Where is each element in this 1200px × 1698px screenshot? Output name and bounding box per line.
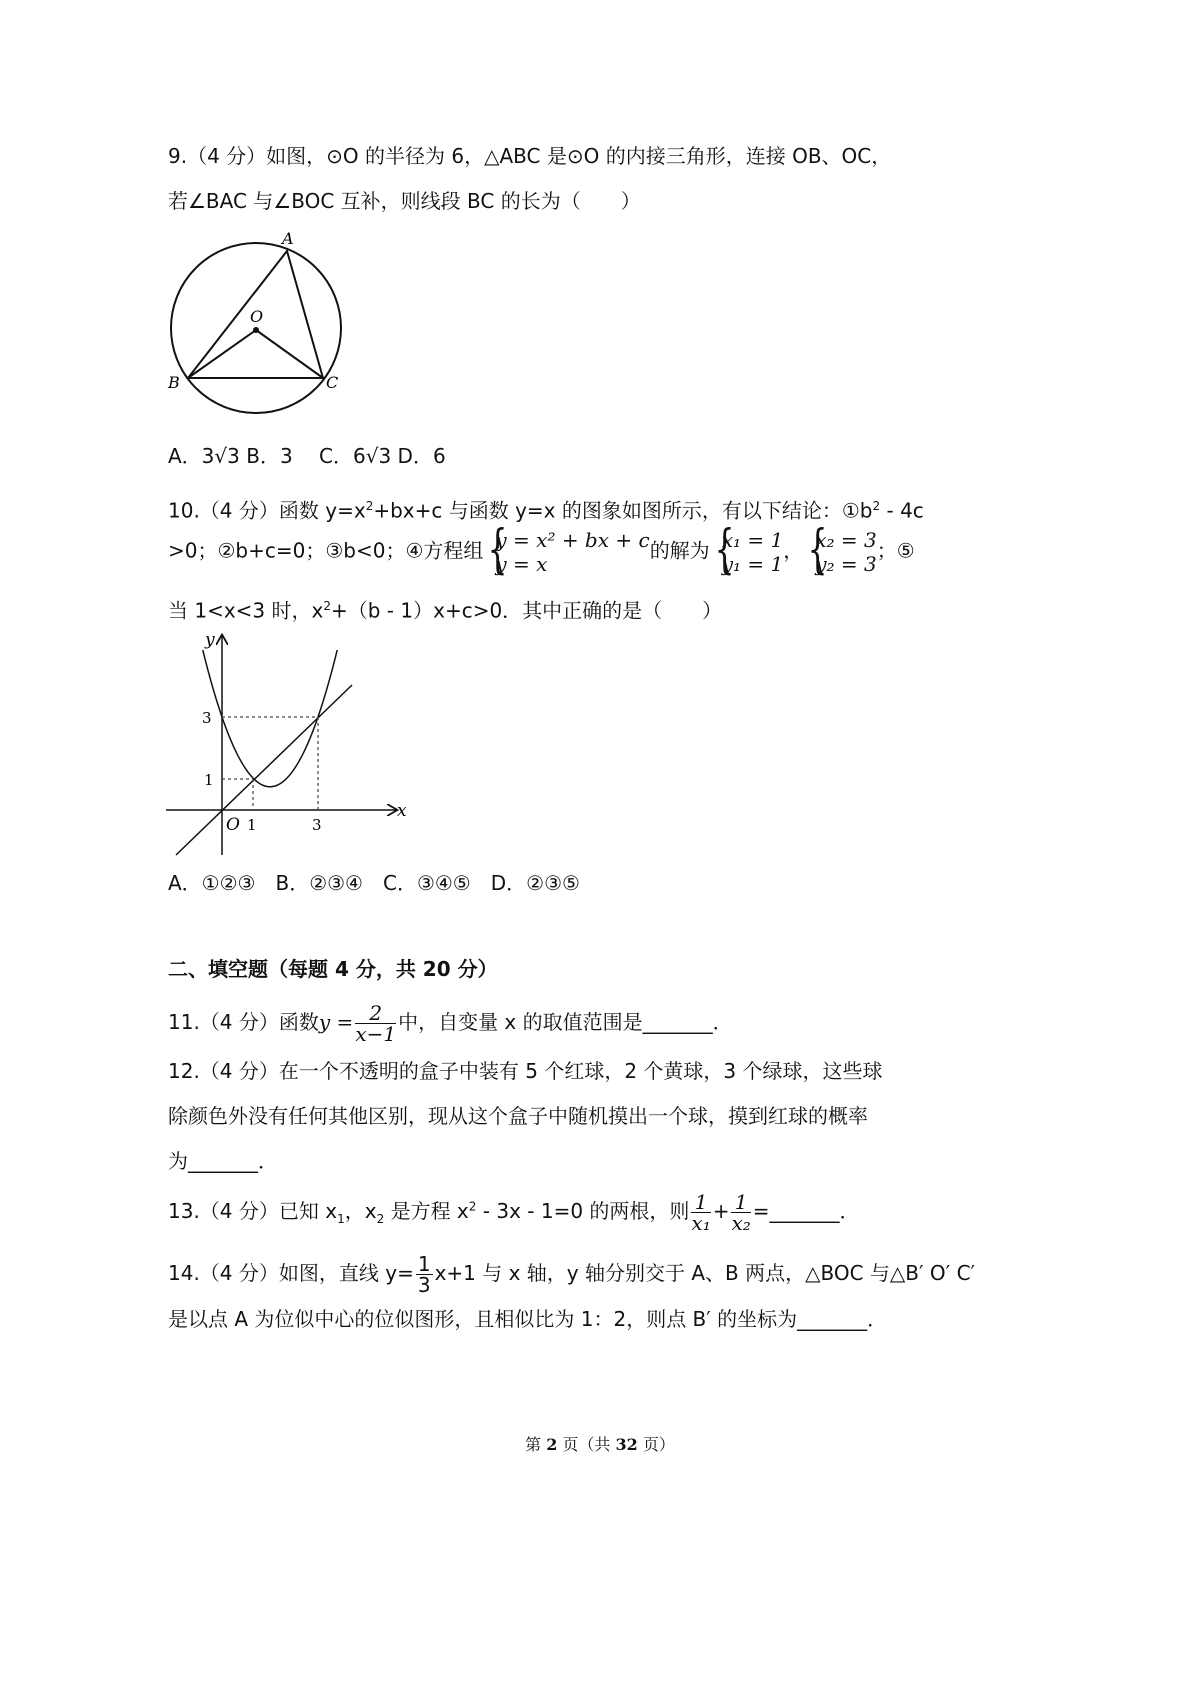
text: ；⑤ [876, 538, 915, 563]
text: 页（共 [557, 1435, 616, 1454]
row: { y = x² + bx + c [495, 528, 650, 552]
num: 1 [691, 1192, 710, 1213]
fraction [416, 1254, 433, 1295]
text: ， [783, 538, 804, 563]
label-o: O [250, 307, 264, 326]
solution-2 [803, 528, 877, 576]
row: y = x [495, 552, 548, 576]
segment-ob [188, 330, 256, 378]
q12-line2: 除颜色外没有任何其他区别，现从这个盒子中随机摸出一个球，摸到红球的概率 [168, 1104, 868, 1128]
text: x+1 与 x 轴，y 轴分别交于 A、B 两点，△BOC 与△B′ O′ C′ [434, 1261, 976, 1285]
sup: 2 [872, 499, 881, 513]
text: +（b - 1）x+c>0．其中正确的是（ ） [331, 598, 723, 623]
row: y₂ = 3 [815, 552, 877, 576]
den: 3 [417, 1273, 431, 1297]
text: =_______． [752, 1199, 860, 1223]
text: - 4c [880, 498, 924, 523]
q10-graph [160, 625, 420, 860]
fraction [691, 1192, 710, 1233]
den: x₁ [691, 1211, 711, 1235]
parabola [203, 650, 337, 787]
label-a: A [282, 229, 294, 248]
text: 中，自变量 x 的取值范围是_______． [398, 1010, 733, 1034]
num: 1 [731, 1192, 750, 1213]
num: 2 [355, 1003, 396, 1024]
text: +bx+c 与函数 y=x 的图象如图所示，有以下结论：①b [373, 498, 873, 523]
text: 当 1<x<3 时，x [168, 598, 324, 623]
origin-label: O [226, 815, 240, 835]
text: ，x [344, 1199, 377, 1223]
q9-circle-figure [160, 225, 360, 425]
center-point [253, 327, 259, 333]
tick-x-3: 3 [312, 816, 322, 834]
sup: 2 [323, 599, 331, 613]
sub: 1 [337, 1212, 345, 1226]
solution-1 [710, 528, 784, 576]
x-label: x [397, 801, 407, 821]
text: >0；②b+c=0；③b<0；④方程组 [168, 538, 484, 563]
text: 的解为 [649, 538, 710, 563]
tick-y-3: 3 [202, 709, 212, 727]
fraction [355, 1003, 396, 1044]
fraction [731, 1192, 750, 1233]
section-2-heading: 二、填空题（每题 4 分，共 20 分） [168, 957, 498, 981]
tick-x-1: 1 [247, 816, 257, 834]
page-footer [0, 1432, 1200, 1455]
num: 1 [417, 1252, 431, 1276]
text: + [712, 1199, 730, 1223]
text: 13.（4 分）已知 x [168, 1199, 338, 1223]
label-b: B [168, 373, 180, 392]
row: { x₂ = 3 [815, 528, 877, 552]
text: 10.（4 分）函数 y=x [168, 498, 366, 523]
equation-system [483, 528, 649, 576]
q9-options[interactable]: A．3√3 B．3 C．6√3 D．6 [168, 444, 446, 468]
math: y = [318, 1010, 354, 1034]
den: x₂ [731, 1211, 751, 1235]
text: 页） [637, 1435, 675, 1454]
sup: 2 [365, 499, 374, 513]
den: x−1 [355, 1022, 397, 1046]
q12-line1: 12.（4 分）在一个不透明的盒子中装有 5 个红球，2 个黄球，3 个绿球，这些球 [168, 1059, 883, 1083]
page-number: 2 [546, 1435, 558, 1454]
q10-options[interactable]: A．①②③ B．②③④ C．③④⑤ D．②③⑤ [168, 871, 580, 895]
label-c: C [326, 373, 339, 392]
text: - 3x - 1=0 的两根，则 [476, 1199, 690, 1223]
q9-line1: 9.（4 分）如图，⊙O 的半径为 6，△ABC 是⊙O 的内接三角形，连接 OB、OC， [168, 144, 892, 168]
q14-line2: 是以点 A 为位似中心的位似图形，且相似比为 1：2，则点 B′ 的坐标为_______． [168, 1307, 888, 1331]
sub: 2 [376, 1212, 385, 1226]
text: 第 [525, 1435, 547, 1454]
q11 [168, 1003, 733, 1044]
q9-line2: 若∠BAC 与∠BOC 互补，则线段 BC 的长为（ ） [168, 189, 641, 213]
q14-line1 [168, 1254, 975, 1295]
q10-line2 [168, 528, 915, 576]
text: 11.（4 分）函数 [168, 1010, 319, 1034]
sup: 2 [468, 1199, 477, 1214]
y-label: y [205, 630, 215, 650]
q10-line3 [168, 592, 722, 625]
text: 是方程 x [384, 1199, 469, 1223]
text: 14.（4 分）如图，直线 y= [168, 1261, 414, 1285]
row: { x₁ = 1 [721, 528, 784, 552]
q12-line3: 为_______． [168, 1149, 278, 1173]
tick-y-1: 1 [204, 771, 214, 789]
row: y₁ = 1 [721, 552, 784, 576]
q13 [168, 1192, 860, 1233]
segment-oc [256, 330, 323, 378]
total-pages: 32 [615, 1435, 638, 1454]
